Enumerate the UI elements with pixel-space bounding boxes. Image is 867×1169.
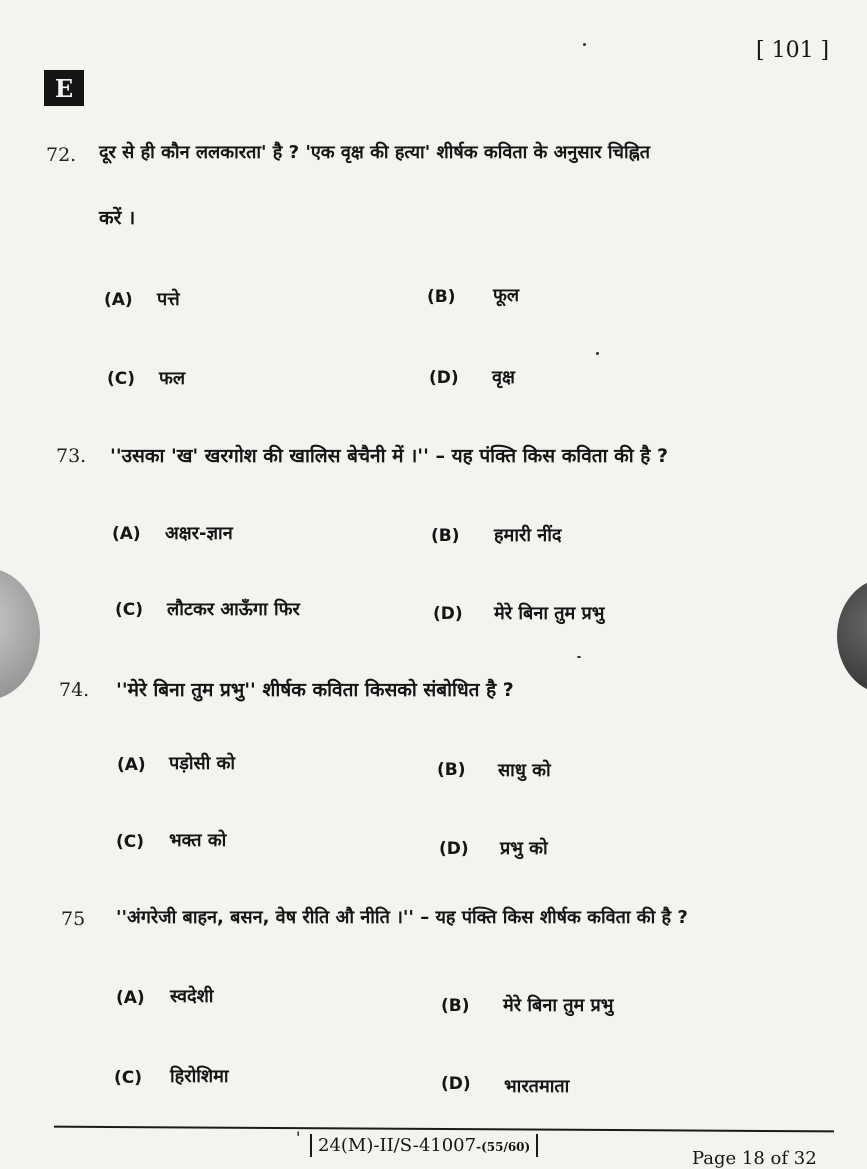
punch-hole-right [837, 578, 867, 694]
footer-rule [54, 1126, 834, 1133]
question-text-continued: करें । [99, 207, 136, 229]
option-text: वृक्ष [492, 367, 515, 388]
scan-speck [583, 43, 586, 46]
option-letter: (A) [116, 988, 145, 1008]
scan-speck [596, 352, 599, 355]
option-letter: (B) [437, 760, 466, 780]
option-text: हिरोशिमा [170, 1066, 229, 1087]
option-letter: (B) [441, 996, 470, 1016]
option-letter: (A) [117, 755, 146, 775]
option-letter: (D) [429, 368, 459, 388]
option-text: मेरे बिना तुम प्रभु [503, 995, 614, 1016]
option-text: मेरे बिना तुम प्रभु [494, 603, 605, 624]
option-letter: (C) [107, 369, 136, 389]
option-text: पत्ते [157, 289, 180, 310]
option-letter: (D) [439, 839, 469, 859]
set-badge: E [44, 70, 84, 106]
page-code: [ 101 ] [756, 38, 830, 63]
option-text: हमारी नींद [494, 525, 562, 546]
option-text: भक्त को [169, 830, 227, 851]
option-letter: (C) [116, 832, 145, 852]
footer-tick: ' [296, 1128, 301, 1147]
question-number: 75 [61, 908, 86, 930]
question-number: 73. [56, 445, 87, 467]
question-text: ''मेरे बिना तुम प्रभु'' शीर्षक कविता किसको संबोधित है ? [116, 679, 514, 701]
paper-code [310, 1134, 538, 1157]
option-letter: (B) [431, 526, 460, 546]
option-text: साधु को [498, 760, 551, 781]
option-letter: (C) [115, 600, 144, 620]
option-text: पड़ोसी को [169, 753, 236, 774]
question-text: दूर से ही कौन ललकारता' है ? 'एक वृक्ष की हत्या' शीर्षक कविता के अनुसार चिह्नित [99, 142, 651, 163]
option-letter: (C) [114, 1068, 143, 1088]
option-text: लौटकर आऊँगा फिर [167, 599, 300, 620]
option-letter: (D) [433, 604, 463, 624]
option-text: प्रभु को [500, 838, 548, 859]
option-text: फल [159, 368, 186, 389]
question-number: 74. [59, 679, 90, 701]
punch-hole-left [0, 568, 40, 700]
option-text: स्वदेशी [170, 986, 214, 1007]
question-text: ''अंगरेजी बाहन, बसन, वेष रीति औ नीति ।'' – यह पंक्ति किस शीर्षक कविता की है ? [116, 907, 688, 928]
page-number: Page 18 of 32 [692, 1148, 817, 1169]
option-letter: (D) [441, 1074, 471, 1094]
paper-code-main: 24(M)-II/S-41007 [318, 1135, 477, 1156]
option-letter: (B) [427, 287, 456, 307]
scan-speck [577, 656, 581, 658]
option-text: फूल [493, 285, 520, 306]
paper-code-suffix: -(55/60) [476, 1140, 531, 1154]
question-number: 72. [46, 144, 77, 166]
question-text: ''उसका 'ख' खरगोश की खालिस बेचैनी में ।'' – यह पंक्ति किस कविता की है ? [110, 445, 668, 467]
option-text: भारतमाता [504, 1076, 570, 1097]
option-text: अक्षर-ज्ञान [165, 523, 233, 544]
option-letter: (A) [104, 290, 133, 310]
option-letter: (A) [112, 524, 141, 544]
